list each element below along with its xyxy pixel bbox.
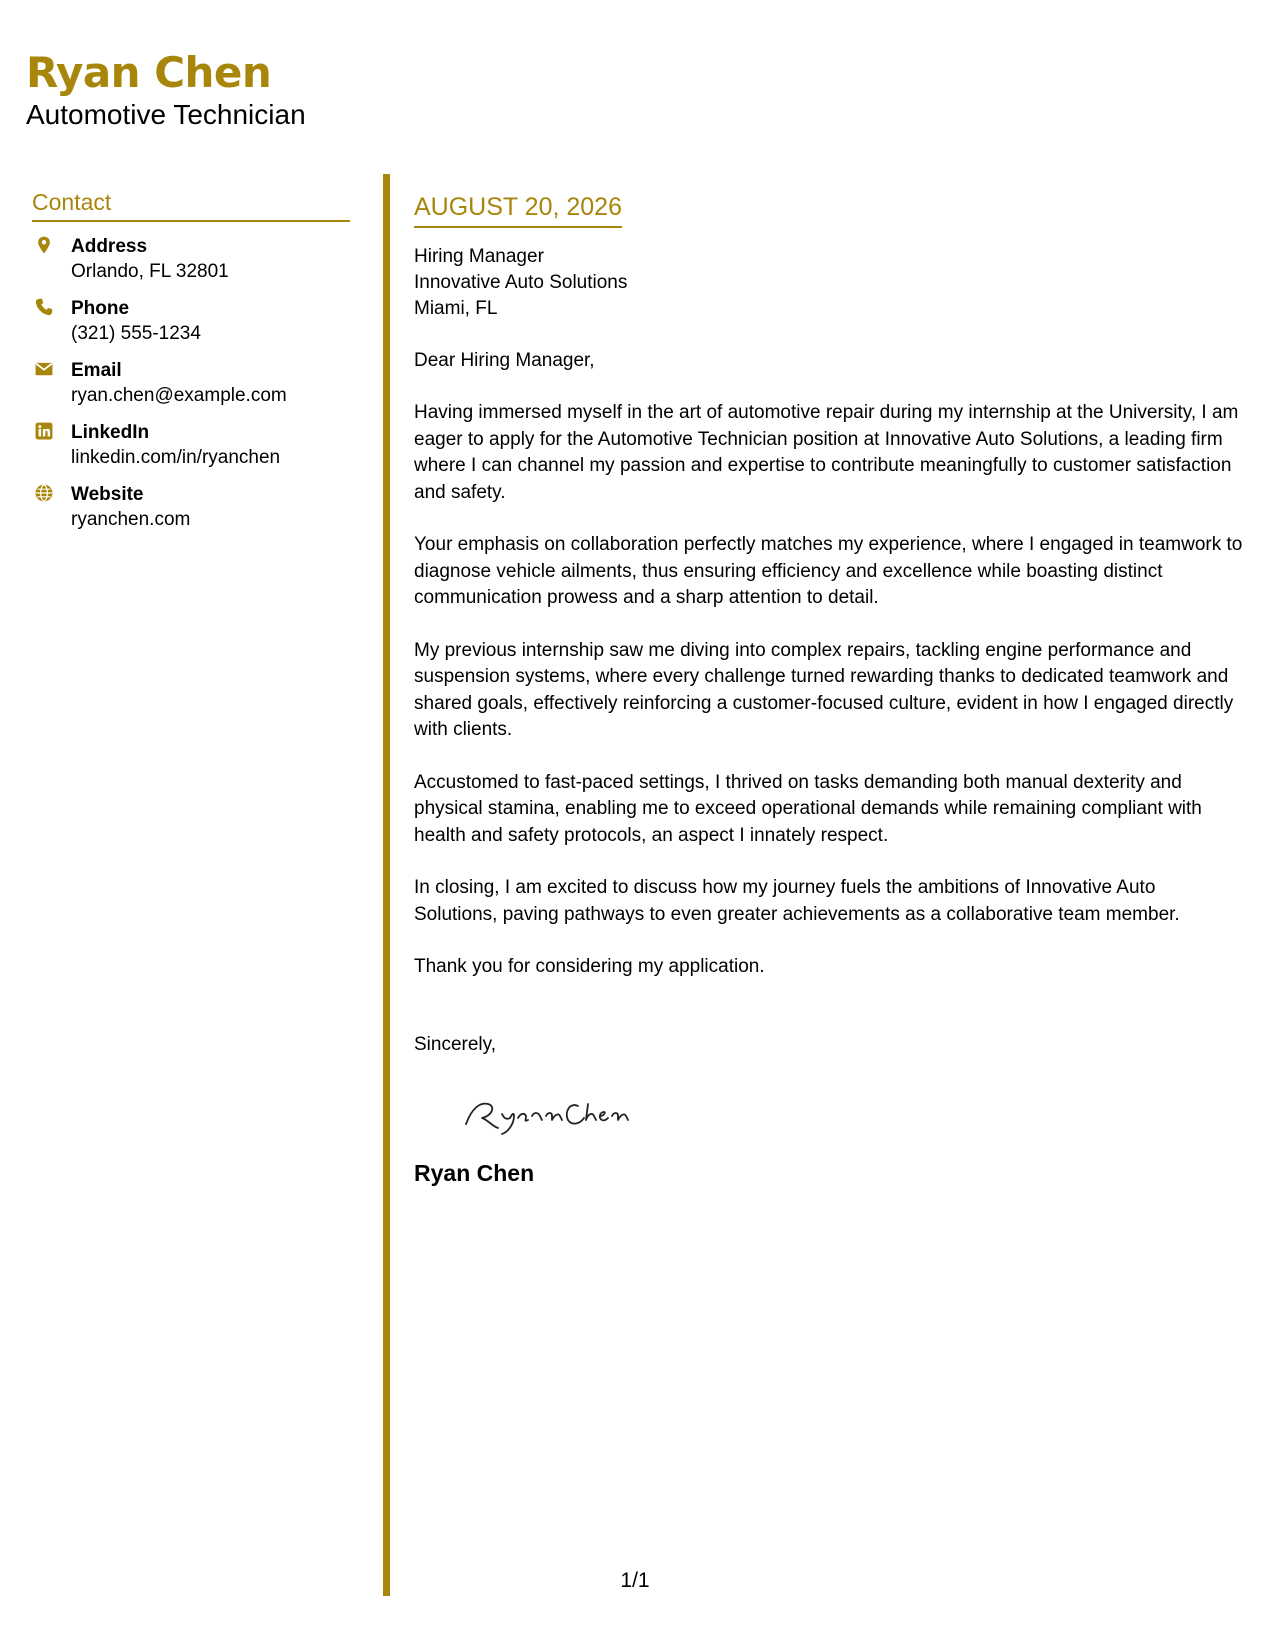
letter-body bbox=[414, 192, 1244, 1188]
contact-linkedin bbox=[32, 420, 350, 470]
recipient-location: Miami, FL bbox=[414, 298, 498, 319]
contact-website bbox=[32, 482, 350, 532]
handwritten-signature bbox=[458, 1084, 648, 1140]
email-value: ryan.chen@example.com bbox=[71, 385, 287, 406]
body-paragraph: Accustomed to fast-paced settings, I thrived on tasks demanding both manual dexterity and physical stamina, enabling me to exceed operational demands while remaining compliant with health and safety protocols, an aspect I innately respect. bbox=[414, 771, 1202, 846]
recipient-name: Hiring Manager bbox=[414, 246, 544, 267]
contact-email bbox=[32, 358, 350, 408]
phone-icon bbox=[35, 298, 53, 316]
email-label: Email bbox=[71, 360, 122, 381]
body-paragraph: Having immersed myself in the art of automotive repair during my internship at the University, I am eager to apply for the Automotive Technician position at Innovative Auto Solutions, a leading firm where I can channel my passion and expertise to contribute meaningfully to customer satisfaction and safety. bbox=[414, 402, 1239, 503]
website-label: Website bbox=[71, 484, 144, 505]
column-divider bbox=[383, 174, 390, 1596]
signature-name: Ryan Chen bbox=[414, 1160, 535, 1186]
contact-sidebar bbox=[32, 188, 350, 544]
envelope-icon bbox=[35, 360, 53, 378]
globe-icon bbox=[35, 484, 53, 502]
closing-thanks: Thank you for considering my application. bbox=[414, 956, 765, 977]
phone-value: (321) 555-1234 bbox=[71, 323, 201, 344]
applicant-name: Ryan Chen bbox=[26, 48, 272, 97]
body-paragraph: My previous internship saw me diving into complex repairs, tackling engine performance and suspension systems, where every challenge turned rewarding thanks to dedicated teamwork and shared goals, effectively reinforcing a customer-focused culture, evident in how I engaged directly with clients. bbox=[414, 639, 1234, 740]
recipient-block bbox=[414, 244, 1244, 322]
map-pin-icon bbox=[35, 236, 53, 254]
linkedin-icon bbox=[35, 422, 53, 440]
linkedin-label: LinkedIn bbox=[71, 422, 150, 443]
contact-address bbox=[32, 234, 350, 284]
page-number: 1/1 bbox=[620, 1569, 650, 1592]
contact-phone bbox=[32, 296, 350, 346]
job-title: Automotive Technician bbox=[26, 99, 306, 130]
linkedin-value: linkedin.com/in/ryanchen bbox=[71, 447, 281, 468]
sign-off: Sincerely, bbox=[414, 1034, 497, 1055]
body-paragraph: In closing, I am excited to discuss how my journey fuels the ambitions of Innovative Auto Solutions, paving pathways to even greater achievements as a collaborative team member. bbox=[414, 877, 1180, 925]
address-label: Address bbox=[71, 236, 148, 257]
phone-label: Phone bbox=[71, 298, 130, 319]
letter-date: AUGUST 20, 2026 bbox=[414, 192, 622, 228]
recipient-company: Innovative Auto Solutions bbox=[414, 272, 628, 293]
address-value: Orlando, FL 32801 bbox=[71, 261, 229, 282]
website-value: ryanchen.com bbox=[71, 509, 191, 530]
contact-heading: Contact bbox=[32, 188, 350, 222]
body-paragraph: Your emphasis on collaboration perfectly matches my experience, where I engaged in teamwork to diagnose vehicle ailments, thus ensuring efficiency and excellence while boasting distinct communication prowess and a sharp attention to detail. bbox=[414, 534, 1243, 608]
salutation: Dear Hiring Manager, bbox=[414, 350, 595, 371]
